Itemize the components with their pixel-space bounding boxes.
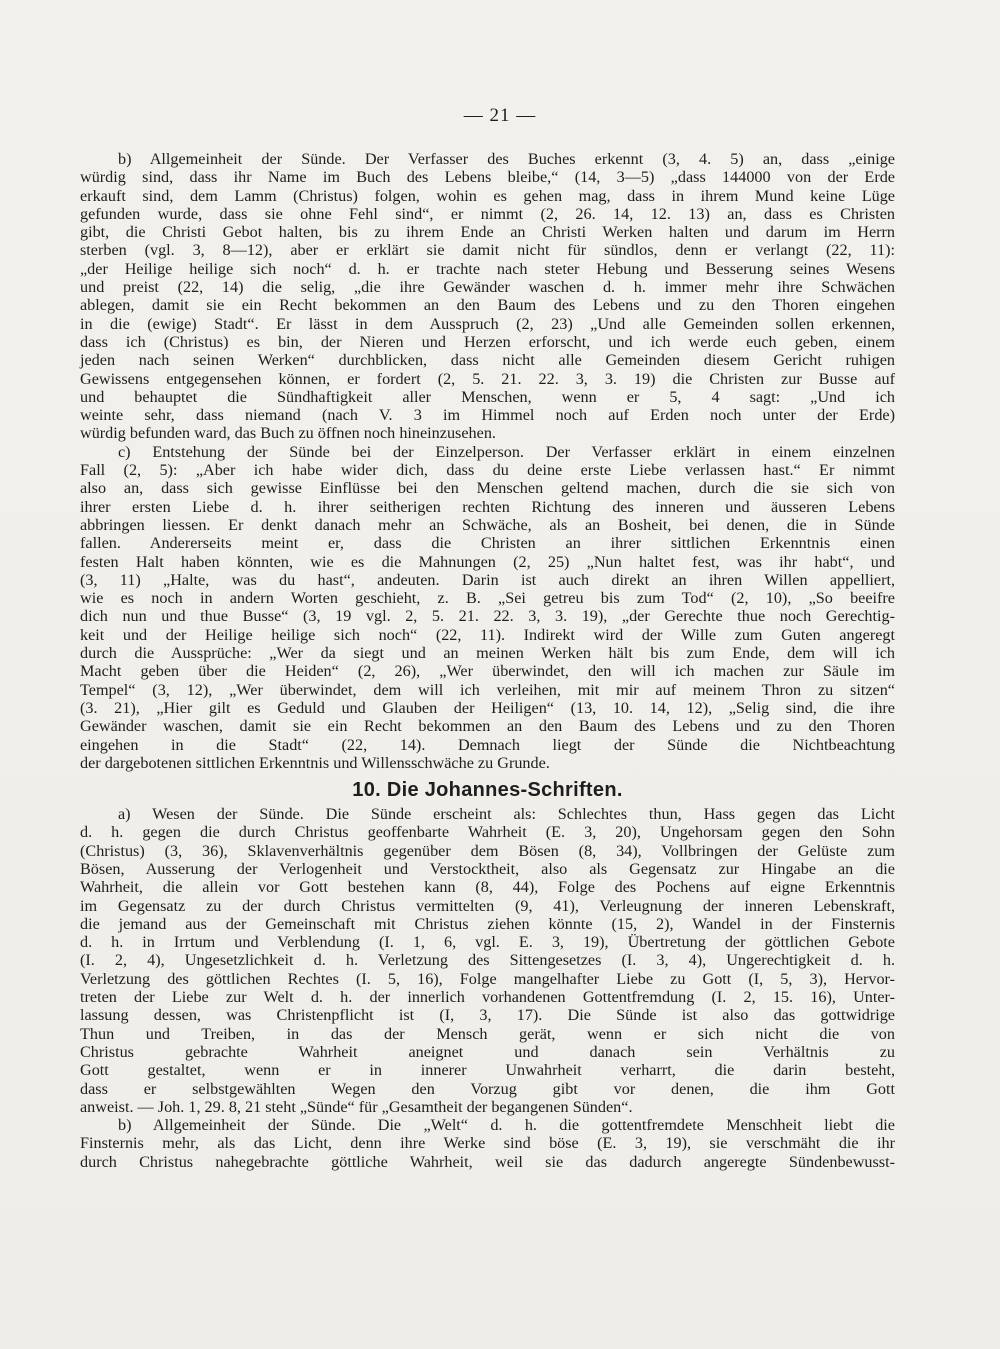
text-line: durch die Aussprüche: „Wer da siegt und an meinen Werken hält bis zum Ende, dem will ich — [80, 644, 895, 663]
text-line: Gewissens entgegensehen können, er fordert (2, 5. 21. 22. 3, 3. 19) die Christen zur Busse auf — [80, 369, 895, 388]
text-line: Thun und Treiben, in das der Mensch gerät, wenn er sich nicht die von — [80, 1024, 895, 1043]
text-line: würdig sind, dass ihr Name im Buch des Lebens bleibe,“ (14, 3—5) „dass 144000 von der Erde — [80, 168, 895, 187]
text-line: der dargebotenen sittlichen Erkenntnis und Willensschwäche zu Grunde. — [80, 753, 550, 772]
text-line: gefunden wurde, dass sie ohne Fehl sind“, er nimmt (2, 26. 14, 12. 13) an, dass es Christen — [80, 204, 895, 223]
text-line: wie es noch in andern Worten geschieht, z. B. „Sei getreu bis zum Tod“ (2, 10), „So beeifre — [80, 589, 895, 608]
text-line: Bösen, Ausserung der Verlogenheit und Verstocktheit, also als Gegensatz zur Hingabe an die — [80, 859, 895, 878]
text-line: erkauft sind, dem Lamm (Christus) folgen, wohin es gehen mag, dass in ihrem Mund keine Lüge — [80, 186, 895, 205]
text-line: b) Allgemeinheit der Sünde. Der Verfasser des Buches erkennt (3, 4. 5) an, dass „einige — [118, 150, 895, 168]
text-line: (3. 21), „Hier gilt es Geduld und Glauben der Heiligen“ (13, 10. 14, 12), „Selig sind, die ihre — [80, 698, 895, 717]
text-line: eingehen in die Stadt“ (22, 14). Demnach liegt der Sünde die Nichtbeachtung — [80, 735, 895, 754]
text-line: Verletzung des göttlichen Rechtes (I. 5, 16), Folge mangelhafter Liebe zu Gott (I, 5, 3), Hervor- — [80, 969, 895, 988]
text-line: (I. 2, 4), Ungesetzlichkeit d. h. Verletzung des Sittengesetzes (I. 3, 4), Ungerechtigkeit d. h. — [80, 951, 895, 970]
page-number: — 21 — — [463, 105, 537, 126]
text-line: lassung dessen, was Christenpflicht ist (I, 3, 17). Die Sünde ist also das gottwidrige — [80, 1006, 895, 1025]
text-line: sterben (vgl. 3, 8—12), aber er erklärt sie damit nicht für sündlos, denn er verlangt (22, 11): — [80, 241, 895, 260]
text-line: und behauptet die Sündhaftigkeit aller Menschen, wenn er 5, 4 sagt: „Und ich — [80, 387, 895, 406]
text-line: (Christus) (3, 36), Sklavenverhältnis gegenüber dem Bösen (8, 34), Vollbringen der Gelüste zum — [80, 841, 895, 860]
text-line: durch Christus nahegebrachte göttliche Wahrheit, weil sie das dadurch angeregte Sündenbewusst- — [80, 1152, 895, 1171]
text-line: anweist. — Joh. 1, 29. 8, 21 steht „Sünde“ für „Gesamtheit der begangenen Sünden“. — [80, 1097, 633, 1116]
text-line: Finsternis mehr, als das Licht, denn ihre Werke sind böse (E. 3, 19), sie verschmäht die ihr — [80, 1134, 895, 1153]
text-line: treten der Liebe zur Welt d. h. der innerlich vorhandenen Gottentfremdung (I. 2, 15. 16), Unter- — [80, 988, 895, 1007]
text-line: ablegen, damit sie ein Recht bekommen an den Baum des Lebens und zu den Thoren eingehen — [80, 296, 895, 315]
section-heading: 10. Die Johannes-Schriften. — [352, 779, 623, 802]
text-line: ihrer ersten Liebe d. h. ihrer seitherigen rechten Richtung des inneren und äusseren Lebens — [80, 497, 895, 516]
text-line: Gott gestaltet, wenn er in innerer Unwahrheit verharrt, die darin besteht, — [80, 1061, 895, 1080]
text-line: fallen. Andererseits meint er, dass die Christen an ihrer sittlichen Erkenntnis einen — [80, 534, 895, 553]
text-line: gibt, die Christi Gebot halten, bis zu ihrem Ende an Christi Werken halten und darum im Herrn — [80, 223, 895, 242]
text-line: Tempel“ (3, 12), „Wer überwindet, dem will ich verleihen, mit mir auf meinem Thron zu sitzen“ — [80, 680, 895, 699]
paragraph-wesen-der-suende — [80, 805, 895, 1116]
text-line: Fall (2, 5): „Aber ich habe wider dich, dass du deine erste Liebe verlassen hast.“ Er nimmt — [80, 461, 895, 480]
text-line: und preist (22, 14) die selig, „die ihre Gewänder waschen d. h. immer mehr ihre Schwächen — [80, 278, 895, 297]
text-line: c) Entstehung der Sünde bei der Einzelperson. Der Verfasser erklärt in einem einzelnen — [118, 442, 895, 461]
text-line: die jemand aus der Gemeinschaft mit Christus ziehen könnte (15, 2), Wandel in der Finsternis — [80, 914, 895, 933]
text-line: Gewänder waschen, damit sie ein Recht bekommen an den Baum des Lebens und zu den Thoren — [80, 717, 895, 736]
text-line: b) Allgemeinheit der Sünde. Die „Welt“ d. h. die gottentfremdete Menschheit liebt die — [118, 1116, 895, 1135]
text-line: keit und der Heilige heilige sich noch“ (22, 11). Indirekt wird der Wille zum Guten angeregt — [80, 625, 895, 644]
text-line: (3, 11) „Halte, was du hast“, andeuten. Darin ist auch direkt an ihren Willen appelliert, — [80, 570, 895, 589]
text-line: d. h. gegen die durch Christus geoffenbarte Wahrheit (E. 3, 20), Ungehorsam gegen den Sohn — [80, 823, 895, 842]
text-line: Christus gebrachte Wahrheit aneignet und danach sein Verhältnis zu — [80, 1042, 895, 1061]
text-line: Wahrheit, die allein vor Gott bestehen kann (8, 44), Folge des Pochens auf eigne Erkenntnis — [80, 878, 895, 897]
body-text — [80, 150, 895, 1171]
text-line: weinte sehr, dass niemand (nach V. 3 im Himmel noch auf Erden noch unter der Erde) — [80, 406, 895, 425]
text-line: d. h. in Irrtum und Verblendung (I. 1, 6, vgl. E. 3, 19), Übertretung der göttlichen Gebote — [80, 933, 895, 952]
text-line: „der Heilige heilige sich noch“ d. h. er trachte nach steter Hebung und Besserung seines Wesens — [80, 259, 895, 278]
text-line: a) Wesen der Sünde. Die Sünde erscheint als: Schlechtes thun, Hass gegen das Licht — [118, 805, 895, 824]
text-line: dich nun und thue Busse“ (3, 19 vgl. 2, 5. 21. 22. 3, 3. 19), „der Gerechte thue noch Gerechtig- — [80, 607, 895, 626]
text-line: also an, dass sich gewisse Einflüsse bei den Menschen geltend machen, durch die sie sich von — [80, 479, 895, 498]
text-line: würdig befunden ward, das Buch zu öffnen noch hineinzusehen. — [80, 424, 496, 443]
paragraph-allgemeinheit-johannes — [80, 1116, 895, 1171]
text-line: dass ich (Christus) es bin, der Nieren und Herzen erforscht, und ich werde euch geben, einem — [80, 332, 895, 351]
text-line: in die (ewige) Stadt“. Er lässt in dem Ausspruch (2, 23) „Und alle Gemeinden sollen erkennen, — [80, 314, 895, 333]
text-line: im Gegensatz zu der durch Christus vermittelten (9, 41), Verleugnung der inneren Lebenskraft, — [80, 896, 895, 915]
paragraph-entstehung-einzelperson — [80, 443, 895, 772]
text-line: dass er selbstgewählten Wegen den Vorzug gibt vor denen, die ihm Gott — [80, 1079, 895, 1098]
text-line: abbringen liessen. Er denkt danach mehr an Schwäche, als an Bosheit, bei denen, die in Sünde — [80, 515, 895, 534]
text-line: Macht geben über die Heiden“ (2, 26), „Wer überwindet, den will ich machen zur Säule im — [80, 662, 895, 681]
paragraph-allgemeinheit-offenbarung — [80, 150, 895, 443]
text-line: jeden nach seinen Werken“ durchblicken, dass nicht alle Gemeinden diesem Gericht ruhigen — [80, 351, 895, 370]
text-line: festen Halt haben könnten, wie es die Mahnungen (2, 25) „Nun haltet fest, was ihr habt“, und — [80, 552, 895, 571]
